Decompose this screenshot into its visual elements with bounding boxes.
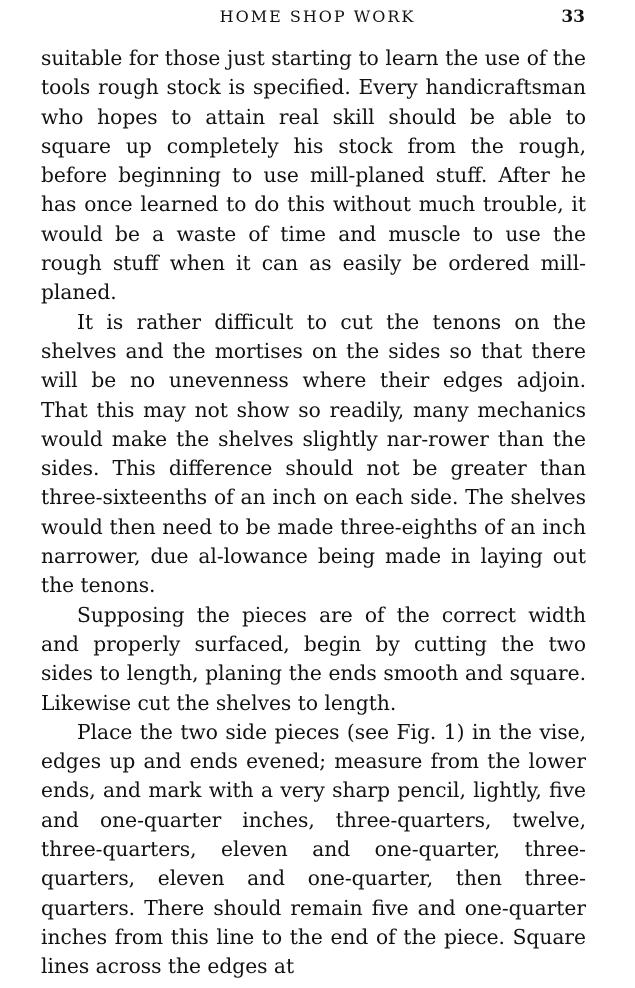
paragraph-1: suitable for those just starting to learn the use of the tools rough stock is specified. Every handicraftsman who hopes to attain real skill should be able to square up completely his stock from the rough, before beginning to use mill-planed stuff. After he has once learned to do this without much trouble, it would be a waste of time and muscle to use the rough stuff when it can as easily be ordered mill-planed. <box>41 46 586 305</box>
running-title: HOME SHOP WORK <box>219 7 416 26</box>
paragraph-2: It is rather difficult to cut the tenons on the shelves and the mortises on the sides so that there will be no unevenness where their edges adjoin. That this may not show so readily, many mechanics would make the shelves slightly nar-rower than the sides. This difference should not be greater than three-sixteenths of an inch on each side. The shelves would then need to be made three-eighths of an inch narrower, due al-lowance being made in laying out the tenons. <box>41 309 586 598</box>
running-head <box>0 3 635 29</box>
paragraph-4: Place the two side pieces (see Fig. 1) in the vise, edges up and ends evened; measure from the lower ends, and mark with a very sharp pencil, lightly, five and one-quarter inches, three-quarters, twelve, three-quarters, eleven and one-quarter, three-quarters, eleven and one-quarter, then three-quarters. There should remain five and one-quarter inches from this line to the end of the piece. Square lines across the edges at <box>41 719 586 979</box>
body-text <box>41 44 586 982</box>
page-number: 33 <box>561 7 585 27</box>
paragraph-3: Supposing the pieces are of the correct width and properly surfaced, begin by cutting the two sides to length, planing the ends smooth and square. Likewise cut the shelves to length. <box>41 602 586 715</box>
